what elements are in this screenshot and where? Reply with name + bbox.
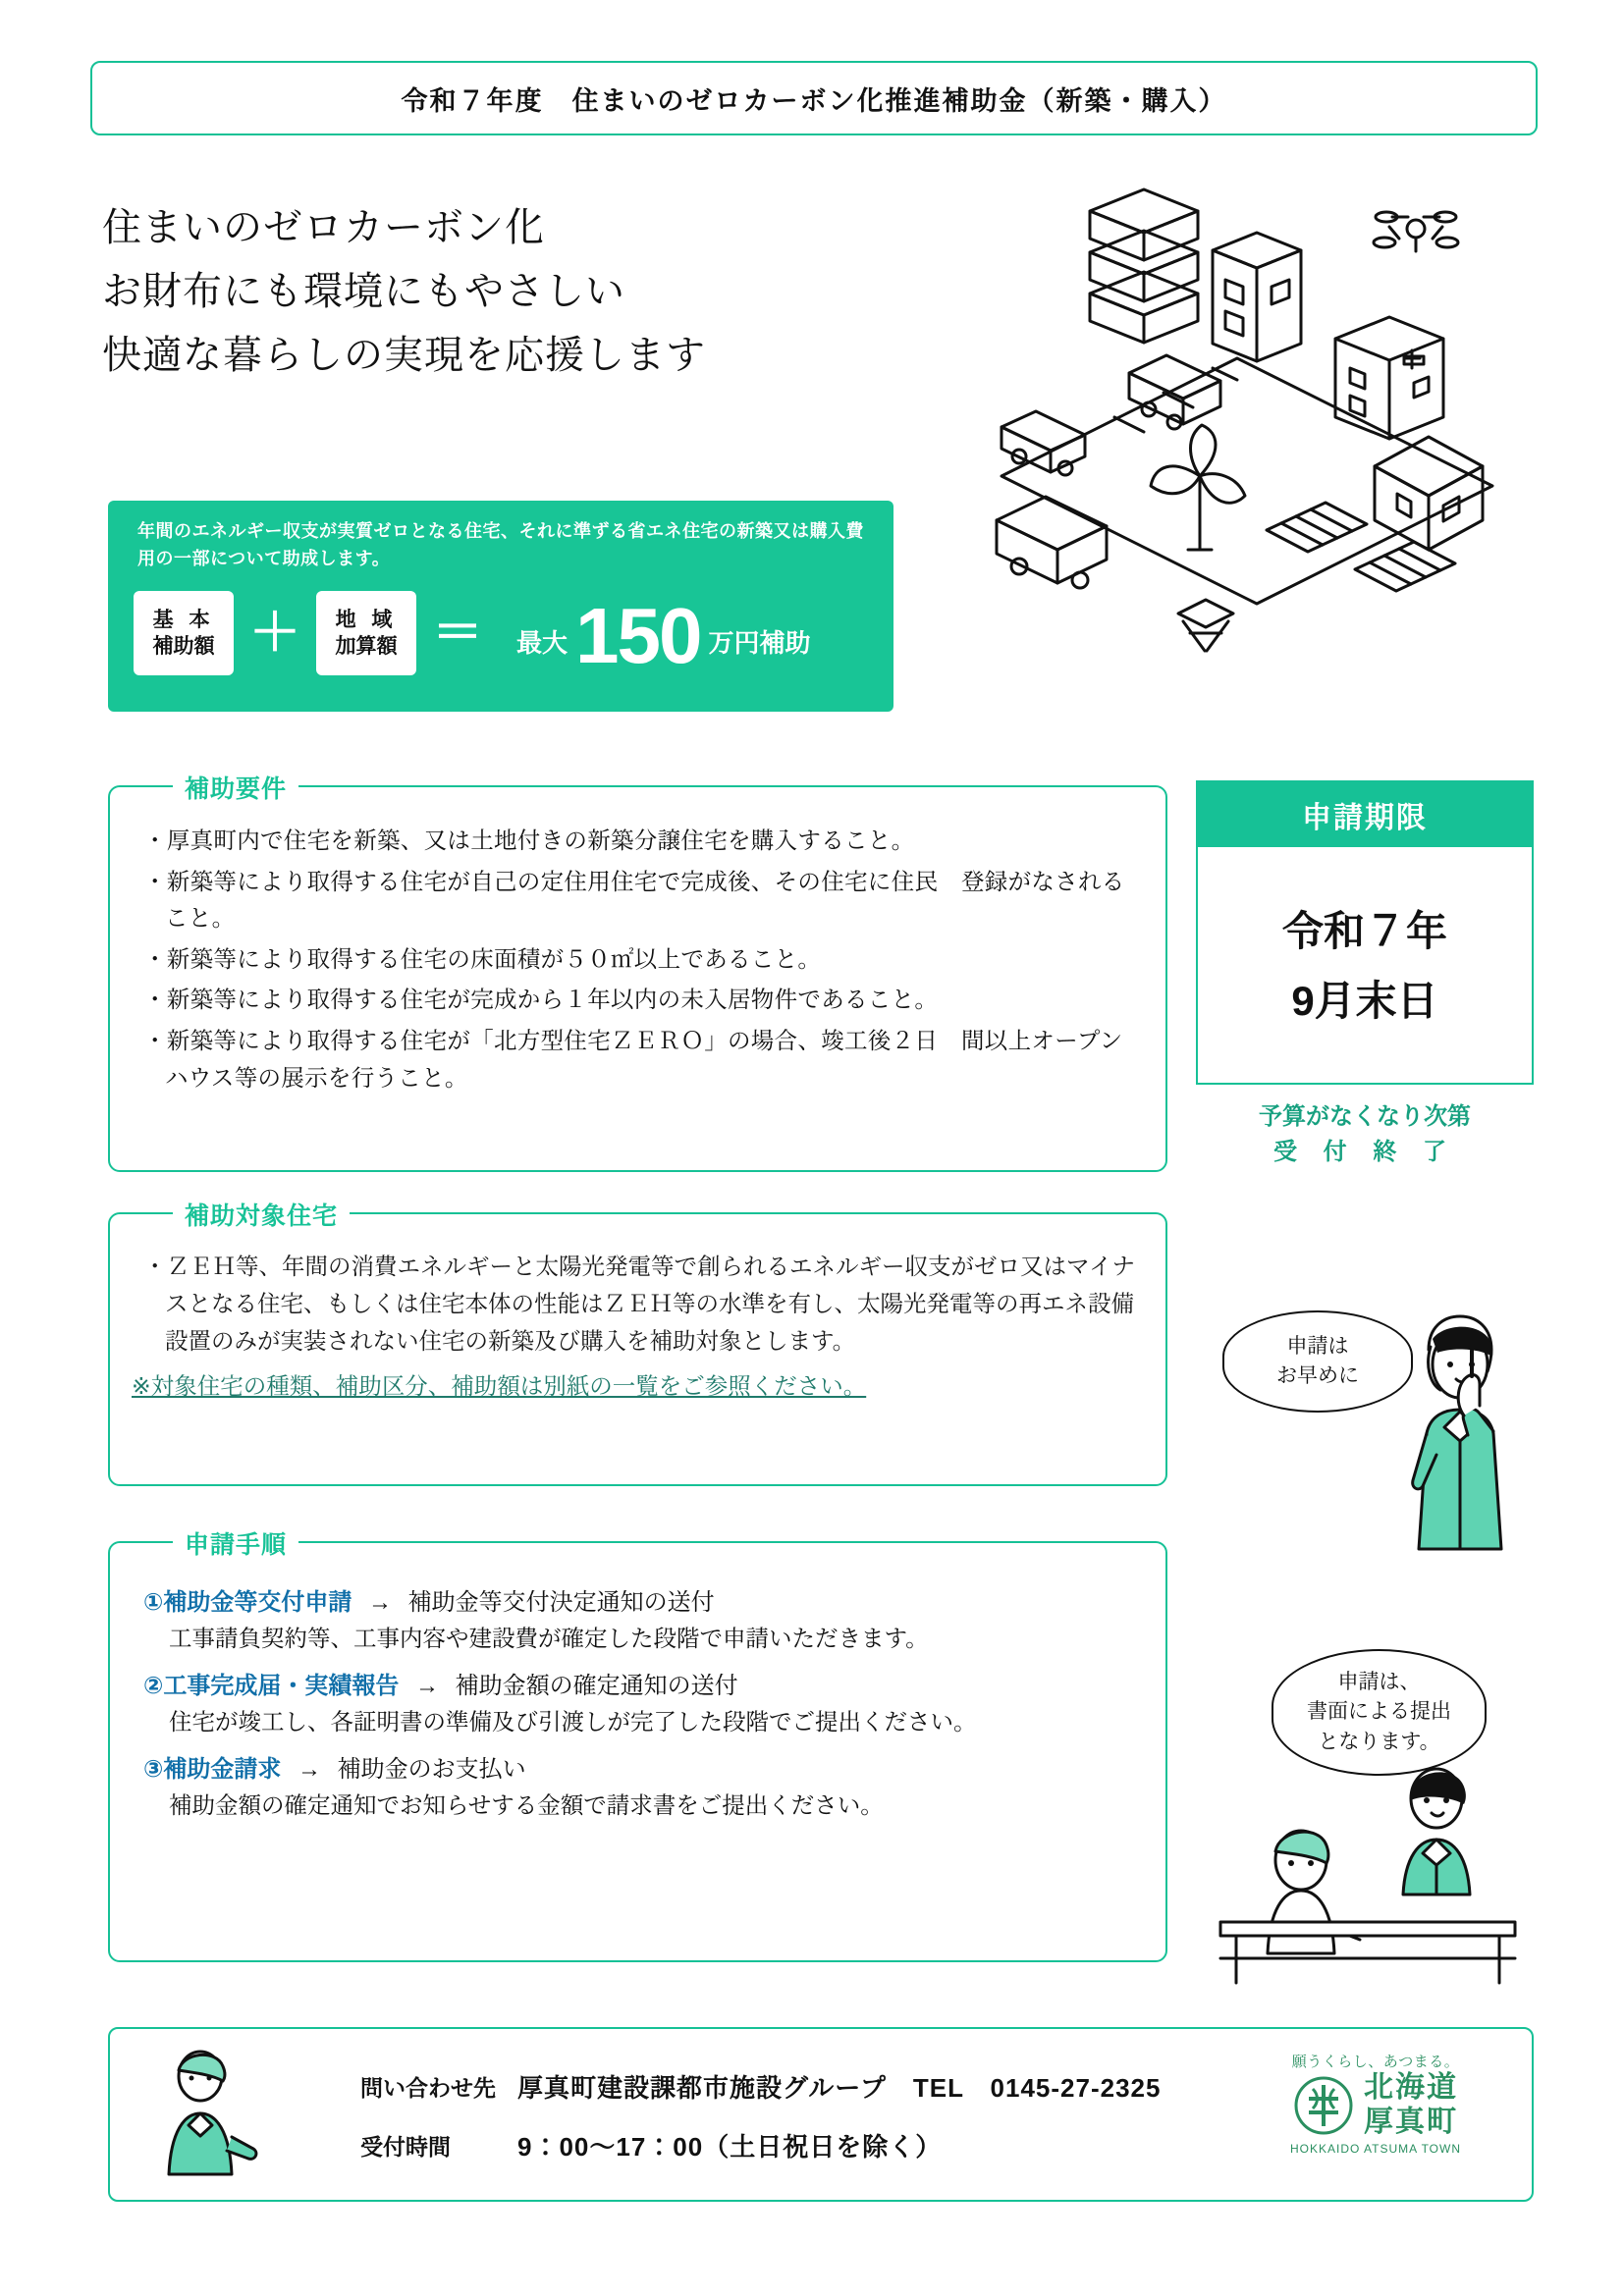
regional-subsidy-chip — [316, 591, 416, 675]
deadline-subnote-1: 予算がなくなり次第 — [1259, 1103, 1471, 1130]
target-housing-legend: 補助対象住宅 — [173, 1197, 350, 1232]
zero-carbon-city-illustration — [943, 182, 1532, 692]
regional-subsidy-line2: 加算額 — [335, 635, 398, 658]
footer-staff-icon — [139, 2047, 267, 2189]
step-2-arrow-icon: → — [415, 1672, 439, 1699]
deadline-heading: 申請期限 — [1198, 782, 1532, 847]
footer-contact-label: 問い合わせ先 — [360, 2075, 496, 2101]
step-1-after: 補助金等交付決定通知の送付 — [407, 1589, 715, 1616]
footer-hours-row — [360, 2127, 942, 2163]
deadline-line-2: 9月末日 — [1291, 978, 1438, 1024]
application-steps-section — [108, 1531, 1167, 1962]
step-2-desc: 住宅が竣工し、各証明書の準備及び引渡しが完了した段階でご提出ください。 — [169, 1708, 977, 1735]
logo-name-line2: 厚真町 — [1364, 2105, 1458, 2138]
step-3-label: ③補助金請求 — [143, 1755, 282, 1783]
step-1-label: ①補助金等交付申請 — [143, 1589, 352, 1616]
list-item: ・新築等により取得する住宅の床面積が５０㎡以上であること。 — [143, 945, 822, 972]
target-housing-note: ※対象住宅の種類、補助区分、補助額は別紙の一覧をご参照ください。 — [132, 1373, 867, 1400]
hero-copy — [102, 196, 888, 387]
target-housing-section — [108, 1202, 1167, 1486]
hero-line-3: 快適な暮らしの実現を応援します — [102, 333, 706, 377]
requirements-section — [108, 775, 1167, 1172]
subsidy-amount: 150 — [575, 592, 701, 679]
subsidy-unit: 万円補助 — [708, 628, 811, 658]
town-logo — [1253, 2051, 1498, 2156]
hero-line-1: 住まいのゼロカーボン化 — [102, 206, 545, 249]
hero-line-2: お財布にも環境にもやさしい — [102, 269, 625, 313]
footer-hours-value: 9：00～17：00（土日祝日を除く） — [517, 2132, 943, 2162]
footer-contact-value: 厚真町建設課都市施設グループ TEL 0145-27-2325 — [517, 2073, 1162, 2103]
list-item: ・新築等により取得する住宅が「北方型住宅ＺＥＲＯ」の場合、竣工後２日 間以上オープンハウス等の展示を行うこと。 — [143, 1027, 1123, 1091]
bubble2-line-1: 申請は、 — [1337, 1670, 1421, 1693]
equals-icon: ＝ — [432, 605, 484, 662]
step-3 — [143, 1751, 1136, 1825]
step-2-label: ②工事完成届・実績報告 — [143, 1672, 400, 1699]
step-2 — [143, 1668, 1136, 1741]
footer-hours-label: 受付時間 — [360, 2134, 451, 2160]
bubble1-line-1: 申請は — [1286, 1334, 1349, 1358]
subsidy-note: 年間のエネルギー収支が実質ゼロとなる住宅、それに準ずる省エネ住宅の新築又は購入費用の一部について助成します。 — [137, 521, 864, 568]
list-item: ・厚真町内で住宅を新築、又は土地付きの新築分譲住宅を購入すること。 — [143, 828, 915, 853]
page-title: 令和７年度 住まいのゼロカーボン化推進補助金（新築・購入） — [90, 61, 1538, 135]
logo-tagline: 願うくらし、あつまる。 — [1291, 2054, 1460, 2070]
base-subsidy-chip — [134, 591, 234, 675]
deadline-body — [1198, 847, 1532, 1085]
step-1-arrow-icon: → — [368, 1589, 392, 1616]
deadline-subnote — [1196, 1099, 1534, 1170]
subsidy-formula — [134, 591, 811, 679]
logo-name-en: HOKKAIDO ATSUMA TOWN — [1289, 2142, 1462, 2156]
counter-consultation-illustration — [1193, 1757, 1537, 1988]
plus-icon: ＋ — [249, 605, 301, 662]
logo-name-line1: 北海道 — [1364, 2071, 1458, 2104]
step-3-arrow-icon: → — [298, 1755, 321, 1783]
requirements-legend: 補助要件 — [173, 770, 298, 805]
step-3-after: 補助金のお支払い — [337, 1755, 526, 1783]
list-item: ・新築等により取得する住宅が完成から１年以内の未入居物件であること。 — [143, 987, 939, 1013]
staff-woman-illustration — [1370, 1306, 1532, 1561]
base-subsidy-line1: 基 本 — [152, 608, 215, 631]
regional-subsidy-line1: 地 域 — [335, 608, 398, 631]
target-housing-body: ・ＺＥＨ等、年間の消費エネルギーと太陽光発電等で創られるエネルギー収支がゼロ又はマイナスとなる住宅、もしくは住宅本体の性能はＺＥＨ等の水準を有し、太陽光発電等の再エネ設備設置のみが実装されない住宅の新築及び購入を補助対象とします。 — [143, 1254, 1136, 1355]
deadline-line-1: 令和７年 — [1281, 907, 1447, 954]
subsidy-amount-box — [108, 501, 893, 712]
step-1 — [143, 1584, 1136, 1658]
list-item: ・新築等により取得する住宅が自己の定住用住宅で完成後、その住宅に住民 登録がなされること。 — [143, 868, 1125, 932]
step-3-desc: 補助金額の確定通知でお知らせする金額で請求書をご提出ください。 — [169, 1791, 884, 1818]
deadline-box — [1196, 780, 1534, 1085]
base-subsidy-line2: 補助額 — [152, 635, 215, 658]
step-2-after: 補助金額の確定通知の送付 — [455, 1672, 738, 1699]
step-1-desc: 工事請負契約等、工事内容や建設費が確定した段階で申請いただきます。 — [169, 1626, 929, 1652]
steps-legend: 申請手順 — [173, 1525, 298, 1561]
footer-contact-row — [360, 2068, 1161, 2105]
bubble2-line-3: となります。 — [1318, 1730, 1440, 1753]
footer-contact-box — [108, 2027, 1534, 2202]
requirements-list — [143, 823, 1138, 1096]
bubble1-line-2: お早めに — [1276, 1364, 1359, 1387]
atsuma-town-emblem-icon — [1293, 2075, 1354, 2136]
max-label: 最大 — [516, 628, 568, 658]
bubble2-line-2: 書面による提出 — [1307, 1700, 1451, 1724]
deadline-subnote-2: 受 付 終 了 — [1272, 1139, 1456, 1165]
